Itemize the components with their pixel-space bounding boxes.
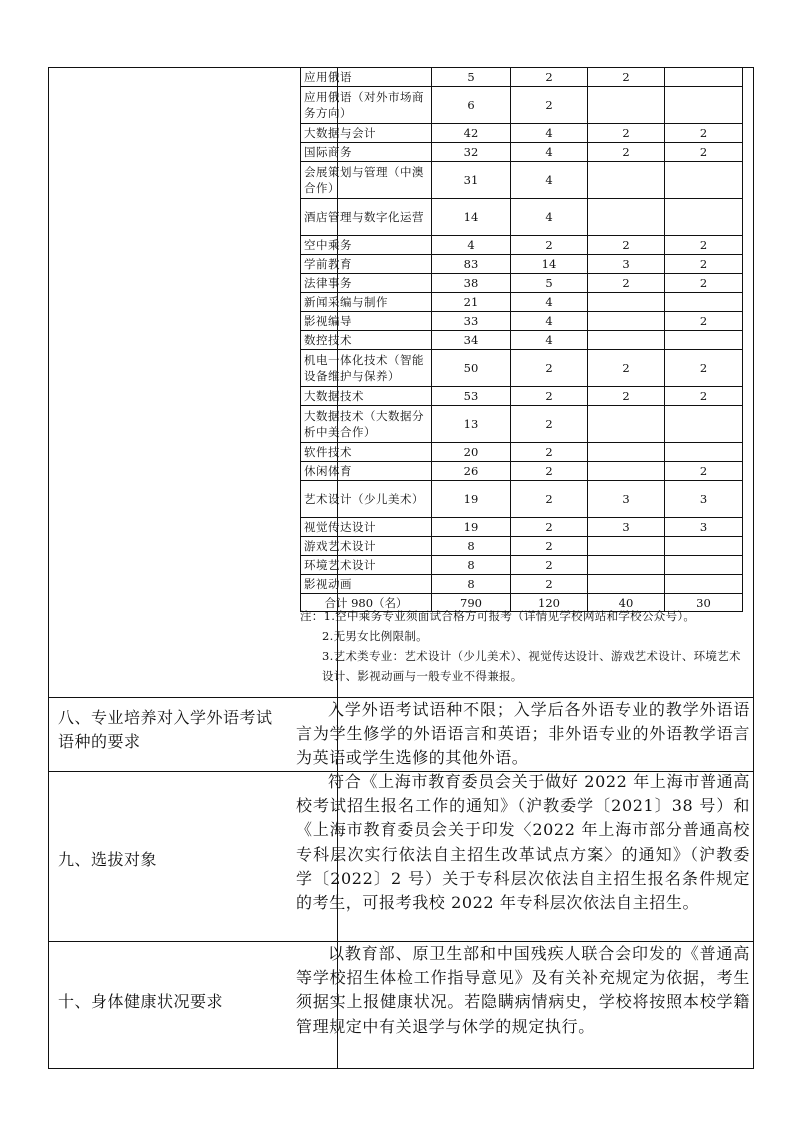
section-9-text: 符合《上海市教育委员会关于做好 2022 年上海市普通高校考试招生报名工作的通知》（沪教委学〔2021〕38 号）和《上海市教育委员会关于印发〈2022 年上海市部分普通高校专科层次实行依法自主招生改革试点方案〉的通知》（沪教委学〔2022〕2 号）关于专科层次依法自主招生报名条件规定的考生，可报考我校 2022 年专科层次依法自主招生。 xyxy=(296,772,750,913)
quota-cell: 4 xyxy=(511,143,588,162)
quota-cell: 38 xyxy=(432,274,511,293)
quota-cell: 8 xyxy=(432,537,511,556)
table-row xyxy=(301,537,743,556)
quota-cell: 2 xyxy=(511,575,588,594)
quota-cell: 2 xyxy=(511,462,588,481)
quota-cell: 2 xyxy=(665,236,743,255)
total-cell: 40 xyxy=(588,594,665,612)
table-row xyxy=(301,387,743,406)
quota-cell: 5 xyxy=(432,68,511,87)
quota-cell xyxy=(665,556,743,575)
total-label-cell: 合计 980（名） xyxy=(301,594,432,612)
major-name-cell: 大数据技术 xyxy=(301,387,432,406)
section-8-text: 入学外语考试语种不限；入学后各外语专业的教学外语语言为学生修学的外语语言和英语；非外语专业的外语教学语言为英语或学生选修的其他外语。 xyxy=(296,700,750,768)
quota-cell: 2 xyxy=(511,68,588,87)
quota-cell: 2 xyxy=(665,350,743,387)
quota-cell: 2 xyxy=(511,350,588,387)
table-row xyxy=(301,462,743,481)
quota-cell xyxy=(588,293,665,312)
quota-cell: 19 xyxy=(432,481,511,518)
major-name-cell: 休闲体育 xyxy=(301,462,432,481)
quota-cell: 2 xyxy=(511,481,588,518)
table-row xyxy=(301,255,743,274)
major-name-cell: 国际商务 xyxy=(301,143,432,162)
quota-cell: 2 xyxy=(588,387,665,406)
quota-cell: 4 xyxy=(511,162,588,199)
major-name-cell: 法律事务 xyxy=(301,274,432,293)
total-cell: 120 xyxy=(511,594,588,612)
quota-cell: 2 xyxy=(588,68,665,87)
major-name-cell: 空中乘务 xyxy=(301,236,432,255)
quota-cell: 2 xyxy=(511,443,588,462)
quota-cell: 8 xyxy=(432,575,511,594)
quota-cell: 2 xyxy=(588,350,665,387)
quota-cell: 4 xyxy=(511,199,588,236)
quota-cell xyxy=(588,443,665,462)
note-2: 2.无男女比例限制。 xyxy=(322,629,428,643)
section-8-label: 八、专业培养对入学外语考试语种的要求 xyxy=(58,708,273,751)
total-cell: 30 xyxy=(665,594,743,612)
quota-cell: 2 xyxy=(511,387,588,406)
quota-cell xyxy=(588,462,665,481)
quota-cell xyxy=(588,312,665,331)
quota-cell: 2 xyxy=(588,124,665,143)
quota-cell xyxy=(665,443,743,462)
quota-cell: 2 xyxy=(665,462,743,481)
quota-cell: 6 xyxy=(432,87,511,124)
quota-cell: 33 xyxy=(432,312,511,331)
quota-cell: 26 xyxy=(432,462,511,481)
quota-cell: 42 xyxy=(432,124,511,143)
table-row xyxy=(301,331,743,350)
major-name-cell: 酒店管理与数字化运营 xyxy=(301,199,432,236)
quota-cell: 13 xyxy=(432,406,511,443)
quota-cell: 31 xyxy=(432,162,511,199)
quota-cell xyxy=(665,162,743,199)
quota-cell: 3 xyxy=(588,255,665,274)
quota-cell: 2 xyxy=(665,387,743,406)
quota-cell: 83 xyxy=(432,255,511,274)
major-name-cell: 影视动画 xyxy=(301,575,432,594)
quota-cell: 2 xyxy=(511,556,588,575)
quota-cell: 21 xyxy=(432,293,511,312)
table-row xyxy=(301,481,743,518)
note-3: 3.艺术类专业：艺术设计（少儿美术）、视觉传达设计、游戏艺术设计、环境艺术设计、影视动画与一般专业不得兼报。 xyxy=(322,649,741,683)
table-notes xyxy=(300,606,748,686)
quota-cell: 2 xyxy=(665,274,743,293)
quota-cell xyxy=(665,293,743,312)
quota-cell: 14 xyxy=(432,199,511,236)
quota-cell: 2 xyxy=(588,274,665,293)
quota-cell: 2 xyxy=(665,124,743,143)
table-row xyxy=(301,199,743,236)
quota-table xyxy=(300,67,743,612)
table-row xyxy=(301,312,743,331)
quota-cell xyxy=(665,331,743,350)
quota-cell: 8 xyxy=(432,556,511,575)
table-row xyxy=(301,518,743,537)
quota-cell: 2 xyxy=(511,406,588,443)
section-10-label: 十、身体健康状况要求 xyxy=(58,992,224,1011)
quota-cell xyxy=(665,406,743,443)
quota-cell: 2 xyxy=(588,143,665,162)
quota-cell: 50 xyxy=(432,350,511,387)
table-row xyxy=(301,293,743,312)
table-row xyxy=(301,350,743,387)
quota-cell: 4 xyxy=(511,312,588,331)
table-row xyxy=(301,236,743,255)
table-row xyxy=(301,68,743,87)
major-name-cell: 游戏艺术设计 xyxy=(301,537,432,556)
quota-cell: 3 xyxy=(665,481,743,518)
quota-cell: 3 xyxy=(588,518,665,537)
major-name-cell: 影视编导 xyxy=(301,312,432,331)
table-row xyxy=(301,556,743,575)
quota-cell: 14 xyxy=(511,255,588,274)
table-row xyxy=(301,162,743,199)
quota-cell: 2 xyxy=(665,255,743,274)
table-row xyxy=(301,406,743,443)
table-row xyxy=(301,443,743,462)
quota-cell: 3 xyxy=(588,481,665,518)
quota-cell xyxy=(588,331,665,350)
quota-cell: 20 xyxy=(432,443,511,462)
major-name-cell: 环境艺术设计 xyxy=(301,556,432,575)
quota-cell: 2 xyxy=(511,236,588,255)
quota-cell xyxy=(588,199,665,236)
table-row xyxy=(301,143,743,162)
quota-cell xyxy=(665,68,743,87)
major-name-cell: 大数据与会计 xyxy=(301,124,432,143)
quota-cell xyxy=(588,87,665,124)
note-1: 注：1.空中乘务专业须面试合格方可报考（详情见学校网站和学校公众号）。 xyxy=(300,609,696,623)
quota-cell: 2 xyxy=(665,312,743,331)
table-row xyxy=(301,274,743,293)
total-cell: 790 xyxy=(432,594,511,612)
major-name-cell: 学前教育 xyxy=(301,255,432,274)
major-name-cell: 艺术设计（少儿美术） xyxy=(301,481,432,518)
major-name-cell: 会展策划与管理（中澳合作） xyxy=(301,162,432,199)
quota-cell: 4 xyxy=(432,236,511,255)
section-10-text: 以教育部、原卫生部和中国残疾人联合会印发的《普通高等学校招生体检工作指导意见》及有关补充规定为依据，考生须据实上报健康状况。若隐瞒病情病史，学校将按照本校学籍管理规定中有关退学与休学的规定执行。 xyxy=(296,944,750,1036)
major-name-cell: 软件技术 xyxy=(301,443,432,462)
major-name-cell: 应用俄语（对外市场商务方向） xyxy=(301,87,432,124)
quota-cell xyxy=(588,162,665,199)
quota-cell: 5 xyxy=(511,274,588,293)
quota-cell: 2 xyxy=(665,143,743,162)
quota-cell xyxy=(588,537,665,556)
major-name-cell: 大数据技术（大数据分析中美合作） xyxy=(301,406,432,443)
major-name-cell: 新闻采编与制作 xyxy=(301,293,432,312)
major-name-cell: 视觉传达设计 xyxy=(301,518,432,537)
table-row xyxy=(301,87,743,124)
major-name-cell: 应用俄语 xyxy=(301,68,432,87)
quota-cell xyxy=(665,87,743,124)
quota-cell xyxy=(588,556,665,575)
section-9-label: 九、选拔对象 xyxy=(58,850,158,869)
quota-cell: 2 xyxy=(588,236,665,255)
table-row xyxy=(301,575,743,594)
quota-cell xyxy=(588,406,665,443)
quota-cell: 4 xyxy=(511,293,588,312)
quota-cell xyxy=(665,537,743,556)
quota-cell: 4 xyxy=(511,331,588,350)
quota-cell: 3 xyxy=(665,518,743,537)
quota-cell: 4 xyxy=(511,124,588,143)
quota-cell: 34 xyxy=(432,331,511,350)
quota-cell: 2 xyxy=(511,537,588,556)
quota-cell xyxy=(588,575,665,594)
major-name-cell: 数控技术 xyxy=(301,331,432,350)
table-row xyxy=(301,124,743,143)
quota-cell: 2 xyxy=(511,87,588,124)
quota-cell: 19 xyxy=(432,518,511,537)
major-name-cell: 机电一体化技术（智能设备维护与保养） xyxy=(301,350,432,387)
quota-cell xyxy=(665,575,743,594)
quota-cell: 32 xyxy=(432,143,511,162)
quota-cell: 2 xyxy=(511,518,588,537)
quota-cell: 53 xyxy=(432,387,511,406)
quota-cell xyxy=(665,199,743,236)
